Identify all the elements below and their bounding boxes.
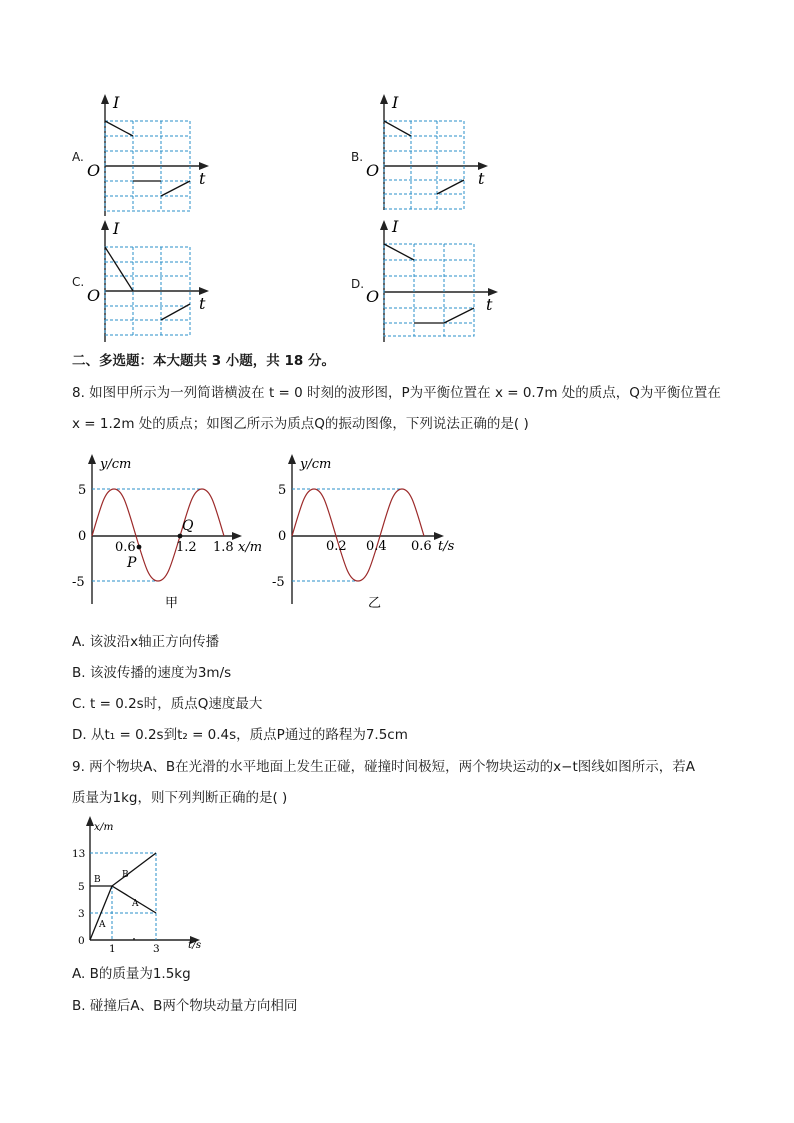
svg-text:y/cm bbox=[299, 457, 331, 472]
q8-option-b: B. 该波传播的速度为3m/s bbox=[72, 665, 232, 681]
xtick-0.2: 0.2 bbox=[326, 539, 347, 554]
ytick-neg5: -5 bbox=[72, 575, 85, 590]
q8-stem-line1: 8. 如图甲所示为一列简谐横波在 t = 0 时刻的波形图，P为平衡位置在 x = 0.7m 处的质点，Q为平衡位置在 bbox=[72, 385, 721, 401]
ylabel-i: I bbox=[392, 217, 399, 236]
xlabel-t: t bbox=[478, 169, 485, 188]
xtick-0.6: 0.6 bbox=[411, 539, 432, 554]
ytick-0: 0 bbox=[78, 935, 85, 947]
section-heading: 二、多选题：本大题共 3 小题，共 18 分。 bbox=[72, 353, 335, 369]
label-a-before: A bbox=[99, 920, 106, 930]
xlabel-jia: x/m bbox=[238, 540, 263, 555]
point-q-label: Q bbox=[182, 518, 194, 534]
q7-graph-c bbox=[85, 218, 225, 348]
q9-stem-line2: 质量为1kg，则下列判断正确的是( ) bbox=[72, 790, 288, 806]
xlabel-t: t bbox=[199, 294, 206, 313]
xlabel-t: t bbox=[486, 295, 493, 314]
xlabel-t: t bbox=[199, 169, 206, 188]
ytick-13: 13 bbox=[72, 848, 86, 860]
xt-graph bbox=[72, 814, 222, 954]
xtick-0.4: 0.4 bbox=[366, 539, 387, 554]
q7-graph-b bbox=[364, 92, 504, 222]
q8-option-a: A. 该波沿x轴正方向传播 bbox=[72, 634, 220, 650]
xlabel-yi: t/s bbox=[438, 539, 455, 554]
label-a-after: A bbox=[132, 899, 139, 909]
option-letter: D. bbox=[351, 277, 365, 291]
vibration-graph-yi bbox=[270, 452, 470, 612]
q7-graph-a bbox=[85, 92, 225, 222]
ytick-neg5: -5 bbox=[272, 575, 285, 590]
ylabel-jia: y/cm bbox=[100, 457, 132, 472]
origin-label: O bbox=[366, 161, 380, 180]
xlabel-t: t/s bbox=[188, 939, 202, 951]
ytick-5: 5 bbox=[78, 483, 87, 498]
ylabel-i: I bbox=[392, 93, 399, 112]
ytick-0: 0 bbox=[278, 529, 287, 544]
point-p-label: P bbox=[127, 555, 137, 571]
ytick-3: 3 bbox=[78, 908, 85, 920]
q7-graph-d bbox=[364, 218, 514, 348]
ytick-5: 5 bbox=[78, 881, 85, 893]
caption-jia: 甲 bbox=[165, 596, 179, 611]
ylabel-x: x/m bbox=[94, 821, 114, 833]
q9-option-b: B. 碰撞后A、B两个物块动量方向相同 bbox=[72, 998, 298, 1014]
ylabel-yi: y/cm bbox=[300, 457, 332, 472]
ytick-0: 0 bbox=[78, 529, 87, 544]
wave-graph-jia bbox=[70, 452, 270, 612]
origin-label: O bbox=[87, 161, 101, 180]
xtick-3: 3 bbox=[153, 943, 160, 955]
q8-option-d: D. 从t₁ = 0.2s到t₂ = 0.4s，质点P通过的路程为7.5cm bbox=[72, 727, 408, 743]
xtick-1.8: 1.8 bbox=[213, 540, 234, 555]
q9-stem-line1: 9. 两个物块A、B在光滑的水平地面上发生正碰，碰撞时间极短，两个物块运动的x−t图线如图所示，若A bbox=[72, 759, 695, 775]
xtick-1: 1 bbox=[109, 943, 116, 955]
xtick-0.6: 0.6 bbox=[115, 540, 136, 555]
option-letter: A. bbox=[72, 150, 84, 164]
origin-label: O bbox=[87, 286, 101, 305]
label-b-after: B bbox=[122, 870, 129, 880]
origin-label: O bbox=[366, 287, 380, 306]
caption-yi: 乙 bbox=[368, 596, 382, 611]
q8-option-c: C. t = 0.2s时，质点Q速度最大 bbox=[72, 696, 263, 712]
svg-text:y/cm bbox=[99, 457, 131, 472]
q8-stem-line2: x = 1.2m 处的质点；如图乙所示为质点Q的振动图像，下列说法正确的是( ) bbox=[72, 416, 529, 432]
ytick-5: 5 bbox=[278, 483, 287, 498]
xtick-1.2: 1.2 bbox=[176, 540, 197, 555]
ylabel-i: I bbox=[113, 219, 120, 238]
option-letter: B. bbox=[351, 150, 364, 164]
option-letter: C. bbox=[72, 275, 85, 289]
q9-option-a: A. B的质量为1.5kg bbox=[72, 966, 191, 982]
ylabel-i: I bbox=[113, 93, 120, 112]
label-b-before: B bbox=[94, 875, 101, 885]
